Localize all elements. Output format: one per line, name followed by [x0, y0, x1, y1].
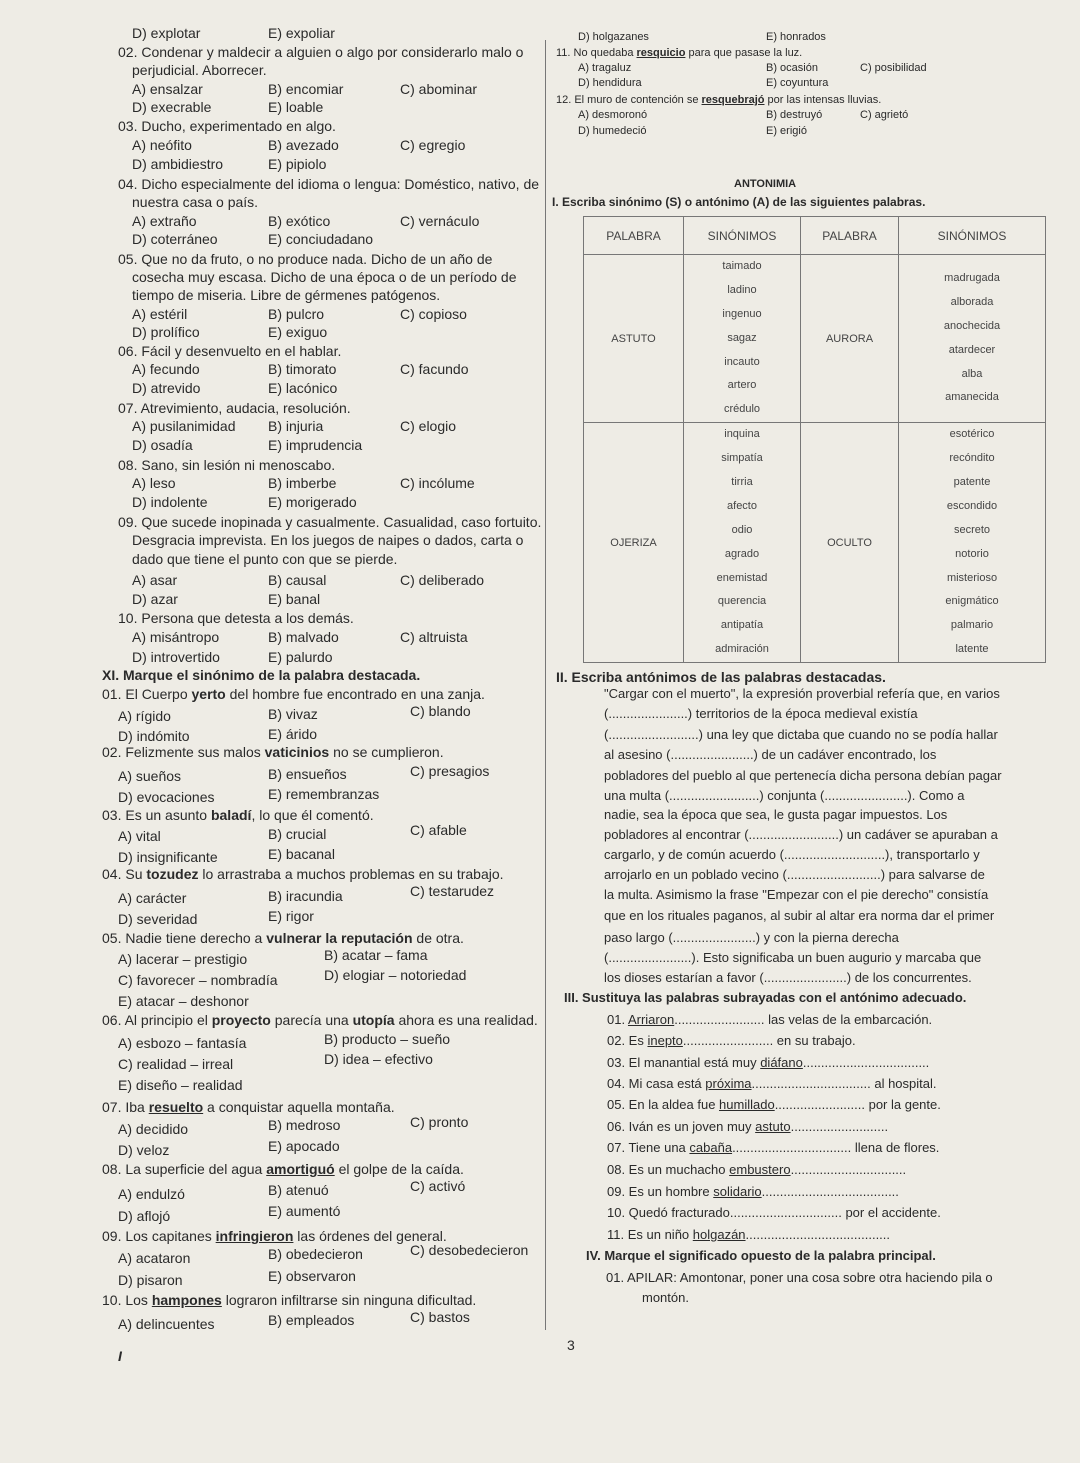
option-e: E) erigió [766, 125, 807, 137]
page-number: 3 [567, 1337, 575, 1353]
option-d: D) elogiar – notoriedad [324, 967, 467, 983]
word-cell: OJERIZA [584, 423, 684, 663]
option-b: B) acatar – fama [324, 947, 428, 963]
option-b: B) imberbe [268, 475, 337, 491]
list-item: amanecida [945, 391, 999, 404]
section-ii-title: II. Escriba antónimos de las palabras destacadas. [556, 669, 886, 685]
option-c: C) realidad – irreal [118, 1056, 234, 1072]
option-b: B) avezado [268, 137, 339, 153]
list-item: crédulo [723, 403, 761, 416]
synonym-question-01: 01. El Cuerpo yerto del hombre fue encontrado en una zanja. [102, 686, 485, 702]
option-e: E) honrados [766, 31, 826, 43]
paragraph-line: "Cargar con el muerto", la expresión proverbial refería que, en varios [604, 686, 1000, 701]
option-d: D) severidad [118, 911, 198, 927]
option-e: E) coyuntura [766, 77, 829, 89]
word-cell: ASTUTO [584, 255, 684, 423]
question-04: 04. Dicho especialmente del idioma o lengua: Doméstico, nativo, de [118, 176, 540, 192]
list-item: sagaz [727, 331, 757, 344]
paragraph-line: una multa (.........................) conjunta (.......................). Como a [604, 788, 965, 803]
substitution-item: 06. Iván es un joven muy astuto........................... [607, 1119, 889, 1134]
option-c: C) activó [410, 1178, 466, 1194]
option-a: A) endulzó [118, 1186, 185, 1202]
option-e: E) expoliar [268, 25, 335, 41]
paragraph-line: (......................) territorios de la época medieval existía [604, 706, 918, 721]
section-iv-title: IV. Marque el significado opuesto de la palabra principal. [586, 1248, 936, 1263]
synonym-question-06: 06. Al principio el proyecto parecía una utopía ahora es una realidad. [102, 1012, 538, 1028]
option-c: C) agrietó [860, 109, 909, 121]
question-10: 10. Persona que detesta a los demás. [118, 610, 354, 626]
question-09: 09. Que sucede inopinada y casualmente. Casualidad, caso fortuito. [118, 514, 542, 530]
option-d: D) atrevido [132, 380, 201, 396]
option-c: C) afable [410, 822, 467, 838]
option-d: D) ambidiestro [132, 156, 224, 172]
option-d: D) insignificante [118, 849, 218, 865]
synonym-list [684, 255, 801, 423]
option-b: B) injuria [268, 418, 324, 434]
option-c: C) pronto [410, 1114, 469, 1130]
list-item: escondido [946, 499, 998, 512]
option-d: D) hendidura [578, 77, 642, 89]
option-b: B) malvado [268, 629, 339, 645]
synonym-question-07: 07. Iba resuelto a conquistar aquella montaña. [102, 1099, 395, 1115]
list-item: afecto [727, 499, 757, 512]
option-e: E) observaron [268, 1268, 356, 1284]
option-e: E) rigor [268, 908, 314, 924]
section-iii-title: III. Sustituya las palabras subrayadas con el antónimo adecuado. [564, 990, 967, 1005]
option-a: A) desmoronó [578, 109, 648, 121]
option-d: D) explotar [132, 25, 201, 41]
question-06: 06. Fácil y desenvuelto en el hablar. [118, 343, 342, 359]
list-item: latente [955, 643, 989, 656]
substitution-item: 07. Tiene una cabaña................................. llena de flores. [607, 1140, 940, 1155]
word-cell: OCULTO [801, 423, 899, 663]
paragraph-line: los dioses estarían a favor (.......................) de los concurrentes. [604, 970, 972, 985]
option-c: C) abominar [400, 81, 478, 97]
option-b: B) destruyó [766, 109, 823, 121]
option-d: D) osadía [132, 437, 193, 453]
option-a: A) fecundo [132, 361, 200, 377]
option-a: A) asar [132, 572, 178, 588]
option-b: B) empleados [268, 1312, 355, 1328]
substitution-item: 02. Es inepto......................... en su trabajo. [607, 1033, 856, 1048]
synonym-question-05: 05. Nadie tiene derecho a vulnerar la reputación de otra. [102, 930, 464, 946]
option-c: C) testarudez [410, 883, 495, 899]
synonym-question-02: 02. Felizmente sus malos vaticinios no se cumplieron. [102, 744, 444, 760]
synonym-list [684, 423, 801, 663]
option-e: E) atacar – deshonor [118, 993, 249, 1009]
option-d: D) humedeció [578, 125, 647, 137]
synonym-list [899, 423, 1046, 663]
list-item: artero [727, 379, 757, 392]
paragraph-line: nadie, sea la época que sea, le gusta pagar impuestos. Los [604, 807, 948, 822]
header-palabra: PALABRA [584, 217, 684, 255]
option-d: D) pisaron [118, 1272, 183, 1288]
question-11: 11. No quedaba resquicio para que pasase la luz. [556, 47, 803, 59]
synonym-list [899, 255, 1046, 423]
paragraph-line: que en los rituales paganos, al subir al altar era norma dar el primer [604, 908, 995, 923]
option-d: D) indolente [132, 494, 208, 510]
option-d: D) execrable [132, 99, 212, 115]
option-d: D) evocaciones [118, 789, 215, 805]
option-e: E) palurdo [268, 649, 333, 665]
paragraph-line: (.........................) una ley que dictaba que cuando no se podía hallar [604, 727, 998, 742]
option-c: C) favorecer – nombradía [118, 972, 278, 988]
option-c: C) altruista [400, 629, 468, 645]
option-a: A) neófito [132, 137, 192, 153]
list-item: antipatía [720, 619, 764, 632]
header-sinonimos: SINÓNIMOS [899, 217, 1046, 255]
question-03: 03. Ducho, experimentado en algo. [118, 118, 336, 134]
option-e: E) loable [268, 99, 324, 115]
option-e: E) diseño – realidad [118, 1077, 243, 1093]
option-a: A) delincuentes [118, 1316, 215, 1332]
word-cell: AURORA [801, 255, 899, 423]
question-05-cont: tiempo de miseria. Libre de gérmenes patógenos. [132, 287, 441, 303]
substitution-item: 08. Es un muchacho embustero................................ [607, 1162, 907, 1177]
option-e: E) exiguo [268, 324, 328, 340]
section-xi-title: XI. Marque el sinónimo de la palabra destacada. [102, 667, 421, 683]
list-item: alba [961, 367, 983, 380]
option-b: B) medroso [268, 1117, 341, 1133]
question-09-cont: Desgracia imprevista. En los juegos de naipes o dados, carta o [132, 532, 524, 548]
substitution-item: 09. Es un hombre solidario...................................... [607, 1184, 899, 1199]
substitution-item: 10. Quedó fracturado............................... por el accidente. [607, 1205, 941, 1220]
option-e: E) aumentó [268, 1203, 341, 1219]
option-b: B) encomiar [268, 81, 344, 97]
list-item: simpatía [721, 452, 763, 465]
option-e: E) pipiolo [268, 156, 327, 172]
column-divider [545, 40, 546, 1330]
option-b: B) obedecieron [268, 1246, 363, 1262]
question-02: 02. Condenar y maldecir a alguien o algo por considerarlo malo o [118, 44, 524, 60]
list-item: querencia [717, 595, 767, 608]
list-item: anochecida [943, 319, 1001, 332]
option-a: A) decidido [118, 1121, 189, 1137]
paragraph-line: arrojarlo en un poblado vecino (..........................) para salvarse de [604, 867, 985, 882]
option-a: A) lacerar – prestigio [118, 951, 248, 967]
list-item: notorio [955, 547, 989, 560]
option-c: C) presagios [410, 763, 490, 779]
header-palabra: PALABRA [801, 217, 899, 255]
list-item: recóndito [949, 452, 995, 465]
option-c: C) incólume [400, 475, 475, 491]
option-d: D) azar [132, 591, 178, 607]
option-b: B) exótico [268, 213, 331, 229]
paragraph-line: paso largo (.......................) y con la pierna derecha [604, 930, 899, 945]
antonimia-heading: ANTONIMIA [734, 178, 797, 190]
list-item: incauto [724, 355, 760, 368]
header-sinonimos: SINÓNIMOS [684, 217, 801, 255]
option-d: D) holgazanes [578, 31, 649, 43]
synonym-question-04: 04. Su tozudez lo arrastraba a muchos problemas en su trabajo. [102, 866, 504, 882]
paragraph-line: pobladores del pueblo al que pertenecía dicha persona debían pagar [604, 768, 1002, 783]
option-b: B) pulcro [268, 306, 325, 322]
option-a: A) rígido [118, 708, 171, 724]
synonym-question-08: 08. La superficie del agua amortiguó el golpe de la caída. [102, 1161, 464, 1177]
list-item: alborada [950, 295, 994, 308]
option-a: A) extraño [132, 213, 197, 229]
option-a: A) ensalzar [132, 81, 203, 97]
substitution-item: 03. El manantial está muy diáfano................................... [607, 1055, 930, 1070]
substitution-item: 05. En la aldea fue humillado......................... por la gente. [607, 1097, 941, 1112]
footer-mark: I [118, 1348, 122, 1364]
list-item: esotérico [949, 428, 995, 441]
option-a: A) misántropo [132, 629, 220, 645]
option-b: B) causal [268, 572, 327, 588]
question-08: 08. Sano, sin lesión ni menoscabo. [118, 457, 336, 473]
option-c: C) elogio [400, 418, 457, 434]
question-05-cont: cosecha muy escasa. Dicho de una época o de un período de [132, 269, 517, 285]
option-c: C) vernáculo [400, 213, 480, 229]
list-item: ladino [727, 283, 757, 296]
option-d: D) veloz [118, 1142, 170, 1158]
substitution-item: 04. Mi casa está próxima................................. al hospital. [607, 1076, 937, 1091]
list-item: atardecer [948, 343, 996, 356]
option-c: C) desobedecieron [410, 1242, 529, 1258]
question-iv-01-cont: montón. [642, 1290, 689, 1305]
paragraph-line: cargarlo, y de común acuerdo (............................), transportarlo y [604, 847, 980, 862]
option-e: E) árido [268, 726, 318, 742]
option-b: B) ocasión [766, 62, 818, 74]
option-c: C) egregio [400, 137, 466, 153]
option-b: B) timorato [268, 361, 337, 377]
question-02-cont: perjudicial. Aborrecer. [132, 62, 267, 78]
paragraph-line: (.......................). Esto significaba un buen augurio y marcaba que [604, 950, 982, 965]
option-e: E) lacónico [268, 380, 338, 396]
option-d: D) idea – efectivo [324, 1051, 433, 1067]
option-d: D) prolífico [132, 324, 200, 340]
option-d: D) aflojó [118, 1208, 171, 1224]
list-item: patente [953, 476, 991, 489]
option-c: C) copioso [400, 306, 467, 322]
synonym-question-03: 03. Es un asunto baladí, lo que él comentó. [102, 807, 374, 823]
option-c: C) facundo [400, 361, 469, 377]
option-d: D) introvertido [132, 649, 220, 665]
option-e: E) remembranzas [268, 786, 380, 802]
option-e: E) imprudencia [268, 437, 363, 453]
list-item: agrado [724, 547, 760, 560]
option-a: A) sueños [118, 768, 182, 784]
synonym-table [583, 216, 1046, 663]
option-c: C) bastos [410, 1309, 470, 1325]
option-a: A) carácter [118, 890, 187, 906]
option-d: D) coterráneo [132, 231, 218, 247]
list-item: palmario [950, 619, 994, 632]
list-item: ingenuo [722, 307, 762, 320]
option-b: B) ensueños [268, 766, 347, 782]
list-item: tirria [731, 476, 753, 489]
option-e: E) conciudadano [268, 231, 374, 247]
substitution-item: 11. Es un niño holgazán........................................ [607, 1227, 891, 1242]
option-a: A) vital [118, 828, 161, 844]
option-a: A) tragaluz [578, 62, 632, 74]
list-item: madrugada [944, 271, 1000, 284]
option-a: A) pusilanimidad [132, 418, 236, 434]
list-item: odio [731, 523, 753, 536]
option-e: E) bacanal [268, 846, 335, 862]
option-a: A) leso [132, 475, 176, 491]
list-item: enigmático [945, 595, 999, 608]
synonym-question-09: 09. Los capitanes infringieron las órdenes del general. [102, 1228, 447, 1244]
option-b: B) producto – sueño [324, 1031, 451, 1047]
list-item: misterioso [946, 571, 998, 584]
option-b: B) atenuó [268, 1182, 329, 1198]
paragraph-line: pobladores al encontrar (.........................) un cadáver se apuraban a [604, 827, 998, 842]
question-05: 05. Que no da fruto, o no produce nada. Dicho de un año de [118, 251, 493, 267]
list-item: taimado [722, 260, 762, 272]
option-e: E) banal [268, 591, 321, 607]
question-12: 12. El muro de contención se resquebrajó por las intensas lluvias. [556, 94, 882, 106]
option-d: D) indómito [118, 728, 190, 744]
question-09-cont: dado que tiene el punto con que se pierde. [132, 551, 398, 567]
option-e: E) morigerado [268, 494, 357, 510]
paragraph-line: la multa. Asimismo la frase "Empezar con el pie derecho" consistía [604, 887, 989, 902]
option-b: B) crucial [268, 826, 327, 842]
substitution-item: 01. Arriaron......................... las velas de la embarcación. [607, 1012, 933, 1027]
option-c: C) deliberado [400, 572, 485, 588]
list-item: admiración [715, 643, 769, 656]
list-item: secreto [953, 523, 991, 536]
option-a: A) esbozo – fantasía [118, 1035, 247, 1051]
option-b: B) iracundia [268, 888, 343, 904]
option-b: B) vivaz [268, 706, 318, 722]
option-c: C) posibilidad [860, 62, 927, 74]
section-i-title: I. Escriba sinónimo (S) o antónimo (A) de las siguientes palabras. [552, 195, 926, 209]
question-07: 07. Atrevimiento, audacia, resolución. [118, 400, 351, 416]
option-e: E) apocado [268, 1138, 340, 1154]
list-item: enemistad [716, 571, 768, 584]
synonym-question-10: 10. Los hampones lograron infiltrarse sin ninguna dificultad. [102, 1292, 477, 1308]
option-a: A) estéril [132, 306, 188, 322]
option-c: C) blando [410, 703, 471, 719]
option-a: A) acataron [118, 1250, 191, 1266]
list-item: inquina [724, 428, 760, 441]
paragraph-line: al asesino (.......................) de un cadáver encontrado, los [604, 747, 937, 762]
question-04-cont: nuestra casa o país. [132, 194, 259, 210]
question-iv-01: 01. APILAR: Amontonar, poner una cosa sobre otra haciendo pila o [606, 1270, 993, 1285]
